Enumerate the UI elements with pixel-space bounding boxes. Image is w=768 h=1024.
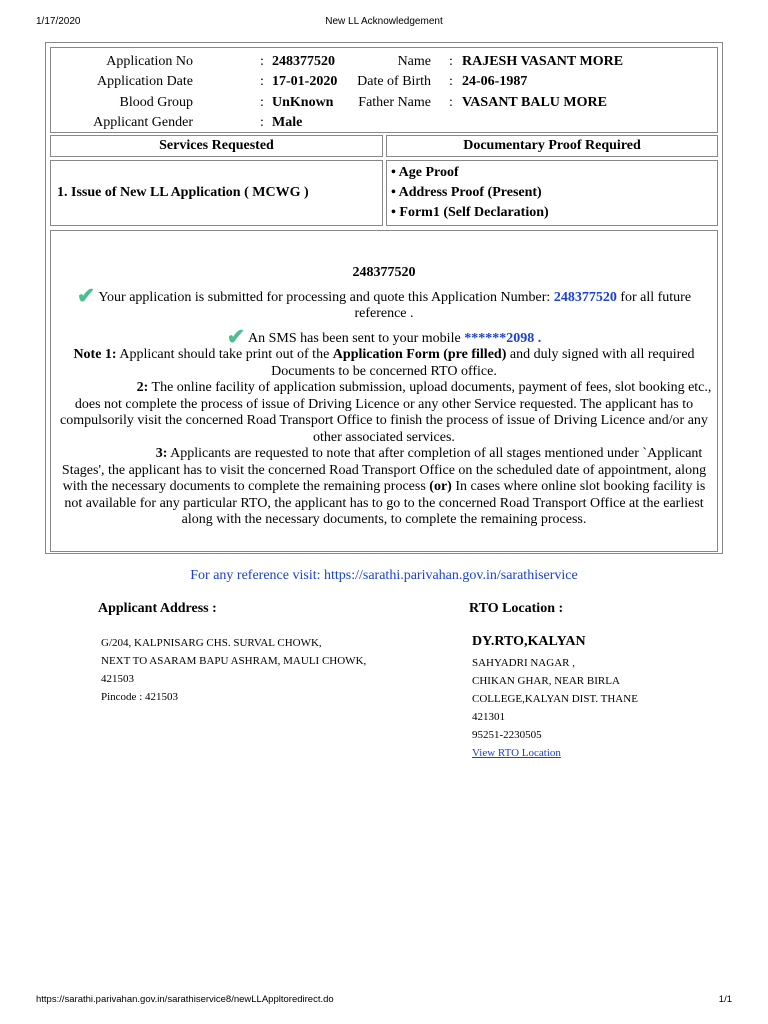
address-pincode: Pincode : 421503 xyxy=(101,691,178,703)
view-rto-location-link[interactable]: View RTO Location xyxy=(472,747,561,759)
application-no-label: Application No xyxy=(106,54,193,69)
rto-address-line: CHIKAN GHAR, NEAR BIRLA xyxy=(472,675,620,687)
submitted-application-number: 248377520 xyxy=(553,289,617,305)
documentary-proof-header: Documentary Proof Required xyxy=(386,135,718,157)
applicant-address-title: Applicant Address : xyxy=(98,601,217,616)
application-date-label: Application Date xyxy=(96,74,193,89)
sms-message: ✔ An SMS has been sent to your mobile ******2098 . xyxy=(226,323,542,349)
submitted-message: ✔ Your application is submitted for processing and quote this Application Number: 248377520 for all future reference . xyxy=(76,282,692,321)
application-no-value: 248377520 xyxy=(272,54,335,69)
rto-address-line: 421301 xyxy=(472,711,505,723)
gender-value: Male xyxy=(272,115,303,130)
service-item xyxy=(50,160,383,226)
dob-value: 24-06-1987 xyxy=(462,74,528,89)
applicant-info xyxy=(50,47,718,133)
acknowledgement-box xyxy=(45,42,723,554)
blood-group-label: Blood Group xyxy=(119,95,193,110)
reference-link[interactable]: For any reference visit: https://sarathi.parivahan.gov.in/sarathiservice xyxy=(190,568,578,583)
proof-item: • Form1 (Self Declaration) xyxy=(391,205,549,220)
address-line: NEXT TO ASARAM BAPU ASHRAM, MAULI CHOWK, xyxy=(101,655,367,667)
dob-label: Date of Birth xyxy=(357,74,431,89)
proof-list xyxy=(386,160,718,226)
rto-address xyxy=(472,654,638,762)
sms-mobile-number: ******2098 . xyxy=(464,330,542,346)
address-line: G/204, KALPNISARG CHS. SURVAL CHOWK, xyxy=(101,637,322,649)
rto-address-line: SAHYADRI NAGAR , xyxy=(472,657,575,669)
colon: : xyxy=(260,74,264,89)
colon: : xyxy=(260,54,264,69)
note-1: Note 1: Applicant should take print out of the Application Form (pre filled) and duly signed with all required Documents to be concerned RTO office. xyxy=(73,347,695,379)
father-name-value: VASANT BALU MORE xyxy=(462,95,607,110)
note-3: 3: Applicants are requested to note that after completion of all stages mentioned under `Applicant Stages', the applicant has to visit the concerned Road Transport Office on the scheduled date of appointment, along with the necessary documents to complete the remaining process (or) In cases where online slot booking facility is not available for any particular RTO, the applicant has to go to the concerned Road Transport Office at the earliest along with the necessary documents, to complete the remaining process. xyxy=(61,446,707,527)
father-name-label: Father Name xyxy=(358,95,431,110)
print-url: https://sarathi.parivahan.gov.in/sarathiservice8/newLLAppltoredirect.do xyxy=(36,994,334,1005)
colon: : xyxy=(260,95,264,110)
colon: : xyxy=(449,74,453,89)
gender-label: Applicant Gender xyxy=(93,115,193,130)
info-row-3 xyxy=(51,93,717,113)
application-number-heading: 248377520 xyxy=(352,265,416,280)
applicant-address xyxy=(101,634,366,706)
rto-name: DY.RTO,KALYAN xyxy=(472,634,586,649)
check-icon: ✔ xyxy=(226,323,246,349)
info-row-4 xyxy=(51,113,717,133)
rto-location-title: RTO Location : xyxy=(469,601,564,616)
name-value: RAJESH VASANT MORE xyxy=(462,54,624,69)
rto-phone: 95251-2230505 xyxy=(472,729,542,741)
application-date-value: 17-01-2020 xyxy=(272,74,338,89)
colon: : xyxy=(449,54,453,69)
note-2: 2: The online facility of application submission, upload documents, payment of fees, slot booking etc., does not complete the process of issue of Driving Licence or any other Service requested. The applicant has to compulsorily visit the concerned Road Transport Office to finish the process of issue of Driving Licence and/or any other associated services. xyxy=(60,380,712,445)
info-row-1 xyxy=(51,52,717,72)
services-table xyxy=(50,135,718,226)
address-line: 421503 xyxy=(101,673,134,685)
check-icon: ✔ xyxy=(76,282,96,308)
print-date: 1/17/2020 xyxy=(36,16,81,27)
colon: : xyxy=(260,115,264,130)
blood-group-value: UnKnown xyxy=(272,95,334,110)
colon: : xyxy=(449,95,453,110)
proof-item: • Address Proof (Present) xyxy=(391,185,542,200)
proof-item: • Age Proof xyxy=(391,165,459,180)
print-title: New LL Acknowledgement xyxy=(325,16,443,27)
print-page-number: 1/1 xyxy=(718,994,732,1005)
info-row-2 xyxy=(51,72,717,92)
message-panel xyxy=(50,230,718,552)
name-label: Name xyxy=(397,54,431,69)
service-item-label: 1. Issue of New LL Application ( MCWG ) xyxy=(57,185,309,200)
services-requested-header: Services Requested xyxy=(50,135,383,157)
rto-address-line: COLLEGE,KALYAN DIST. THANE xyxy=(472,693,638,705)
